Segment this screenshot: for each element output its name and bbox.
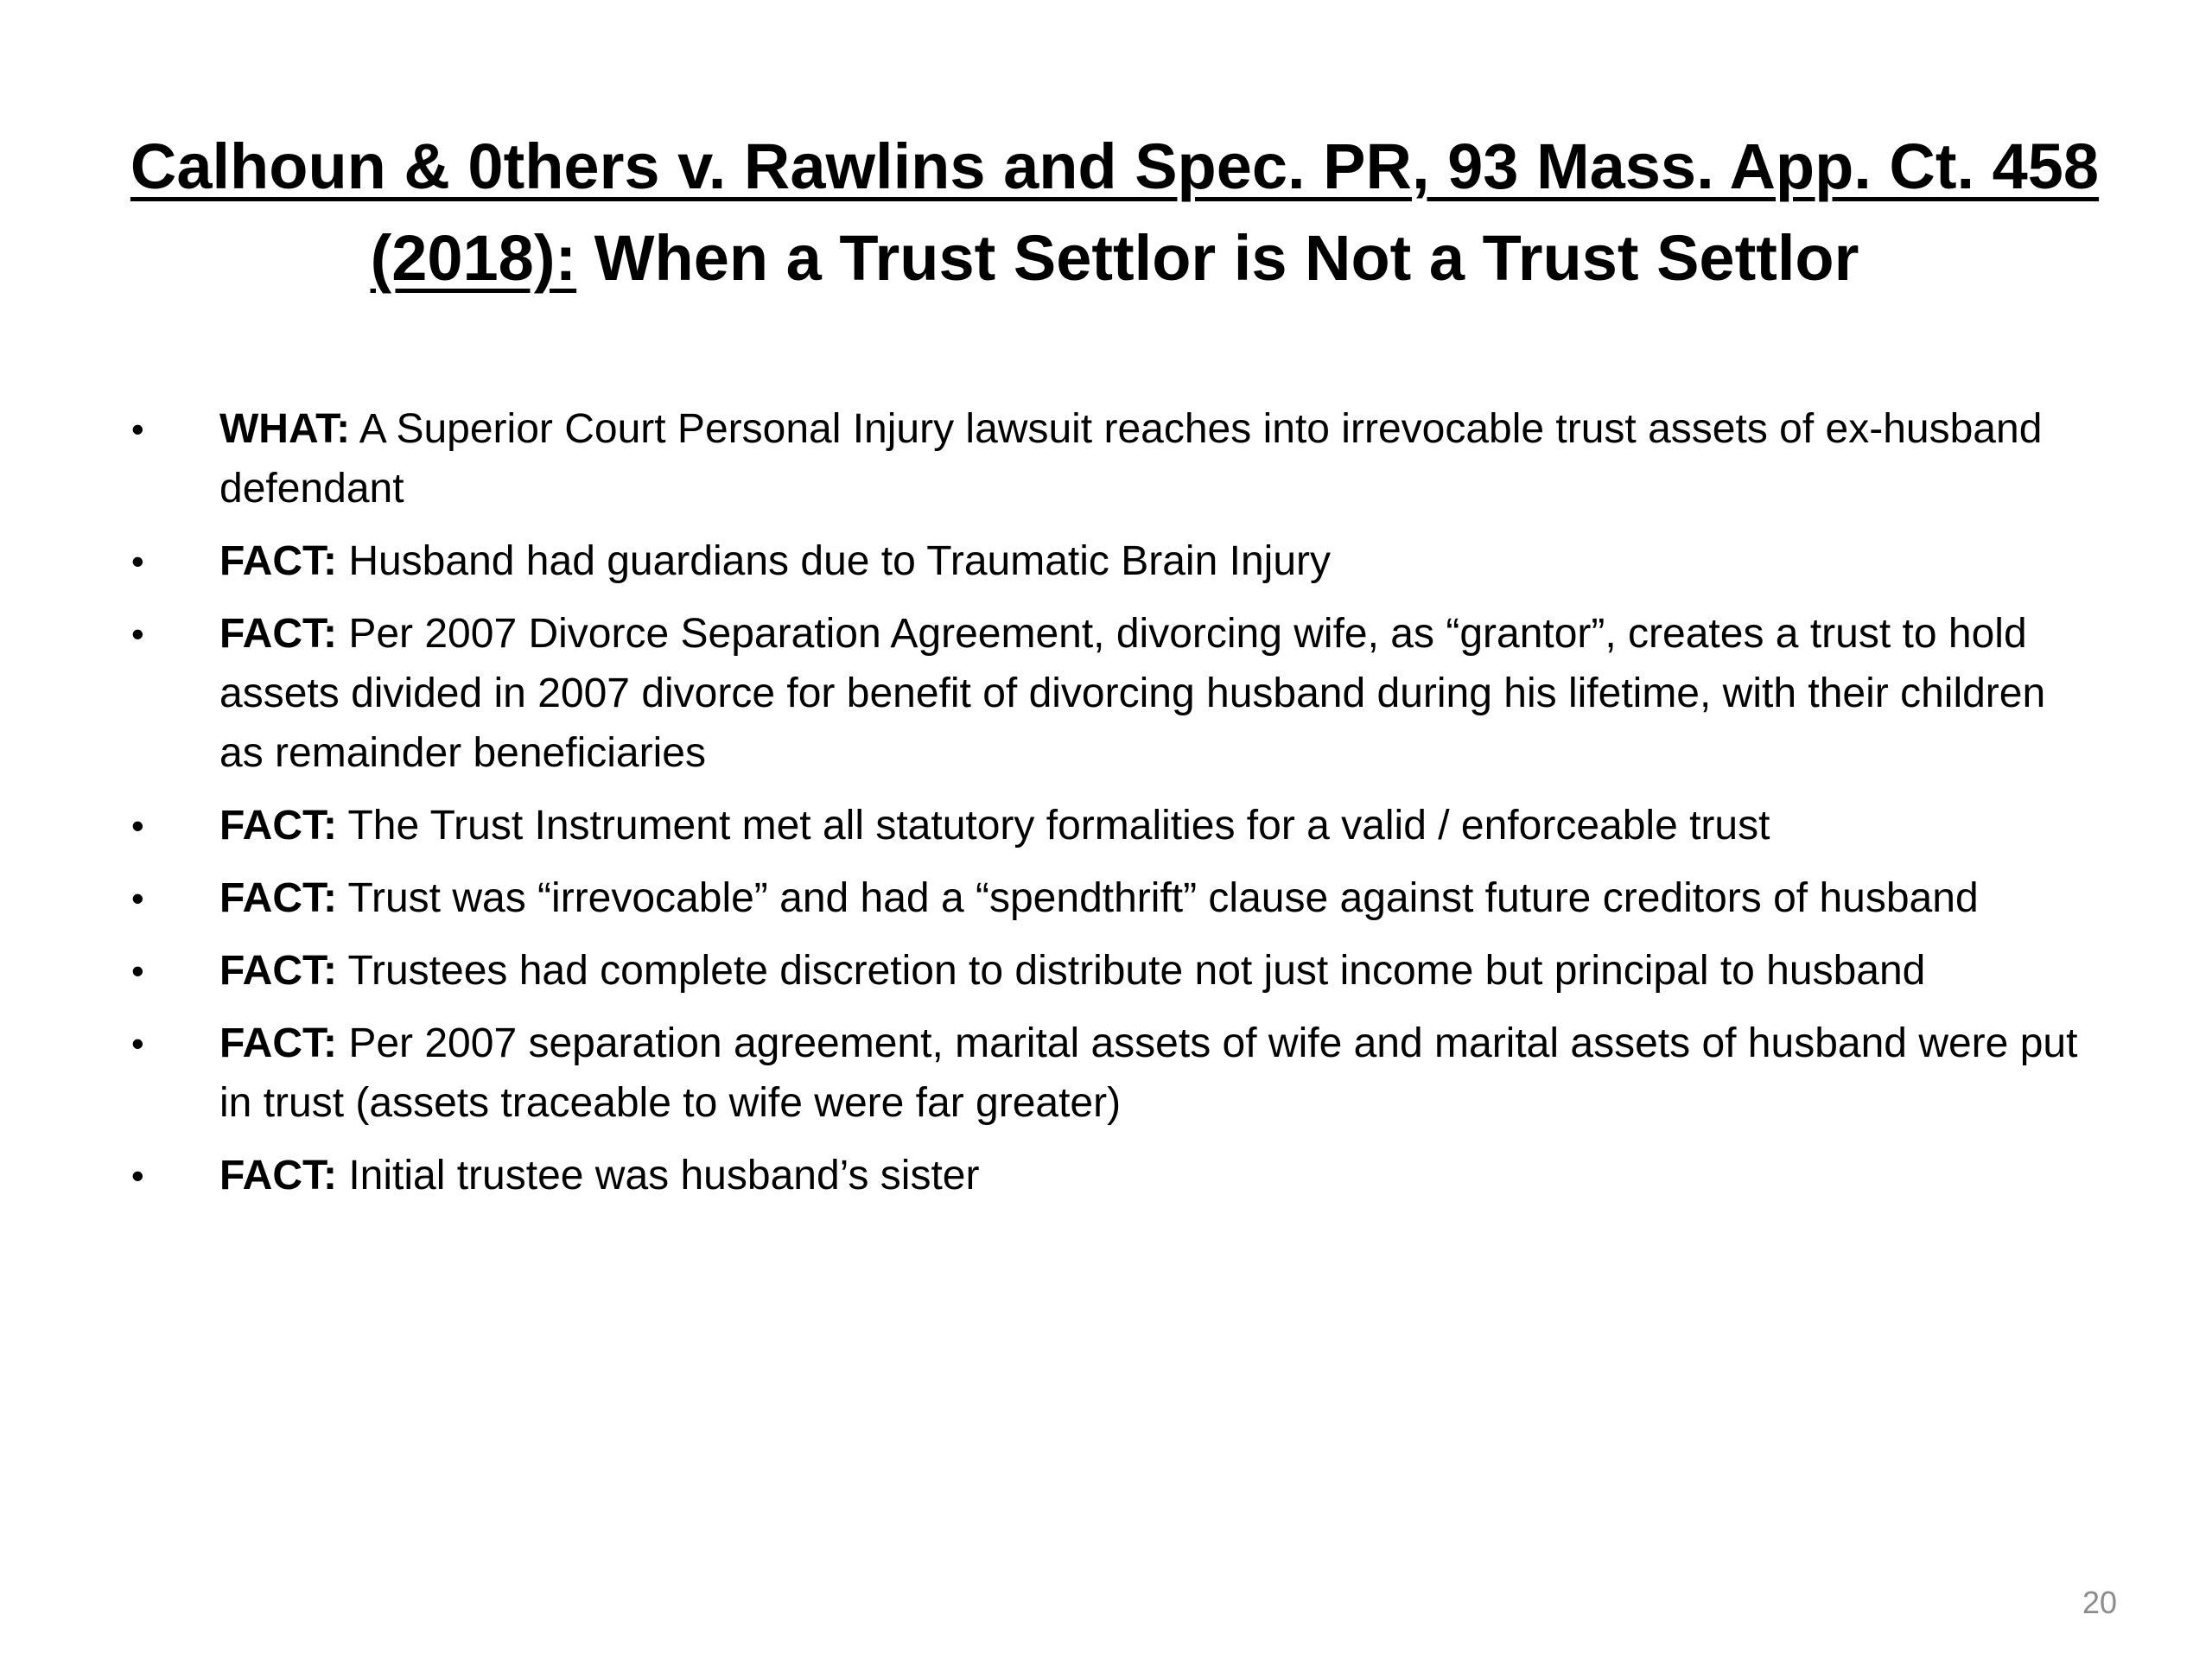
bullet-item xyxy=(130,796,2082,855)
bullet-label: WHAT: xyxy=(219,406,351,452)
page-number: 20 xyxy=(2082,1585,2117,1620)
bullet-text: Husband had guardians due to Traumatic Brain Injury xyxy=(336,538,1331,584)
bullet-item xyxy=(130,531,2082,591)
bullet-dot: • xyxy=(131,541,144,582)
bullet-label: FACT: xyxy=(219,875,337,921)
bullet-text: The Trust Instrument met all statutory formalities for a valid / enforceable trust xyxy=(336,803,1770,849)
bullet-item xyxy=(130,1146,2082,1205)
bullet-item xyxy=(130,1014,2082,1133)
bullet-list xyxy=(130,399,2082,1218)
bullet-text: Initial trustee was husband’s sister xyxy=(336,1153,980,1198)
bullet-dot: • xyxy=(131,805,144,846)
bullet-dot: • xyxy=(131,1023,144,1064)
bullet-item xyxy=(130,941,2082,1001)
title-subject: When a Trust Settlor is Not a Trust Settlor xyxy=(576,222,1859,294)
bullet-dot: • xyxy=(131,409,144,449)
bullet-label: FACT: xyxy=(219,538,337,584)
bullet-text: Trust was “irrevocable” and had a “spendthrift” clause against future creditors of husband xyxy=(336,875,1979,921)
bullet-text: A Superior Court Personal Injury lawsuit reaches into irrevocable trust assets of ex-husband defendant xyxy=(219,406,2043,512)
bullet-dot: • xyxy=(131,878,144,918)
bullet-dot: • xyxy=(131,950,144,991)
bullet-label: FACT: xyxy=(219,948,337,994)
bullet-item xyxy=(130,399,2082,518)
bullet-text: Per 2007 Divorce Separation Agreement, divorcing wife, as “grantor”, creates a trust to hold assets divided in 2007 divorce for benefit of divorcing husband during his lifetime, with their children as remainder beneficiaries xyxy=(219,611,2046,776)
bullet-label: FACT: xyxy=(219,1020,337,1066)
bullet-label: FACT: xyxy=(219,611,337,657)
bullet-label: FACT: xyxy=(219,1153,337,1198)
slide-title xyxy=(121,121,2108,304)
case-citation: Calhoun & 0thers v. Rawlins and Spec. PR, 93 Mass. App. Ct. 458 (2018): xyxy=(130,130,2100,294)
bullet-text: Trustees had complete discretion to distribute not just income but principal to husband xyxy=(336,948,1926,994)
bullet-dot: • xyxy=(131,1155,144,1196)
bullet-text: Per 2007 separation agreement, marital assets of wife and marital assets of husband were put in trust (assets traceable to wife were far greater) xyxy=(219,1020,2078,1126)
bullet-dot: • xyxy=(131,613,144,654)
bullet-label: FACT: xyxy=(219,803,337,849)
bullet-item xyxy=(130,868,2082,928)
bullet-item xyxy=(130,604,2082,783)
